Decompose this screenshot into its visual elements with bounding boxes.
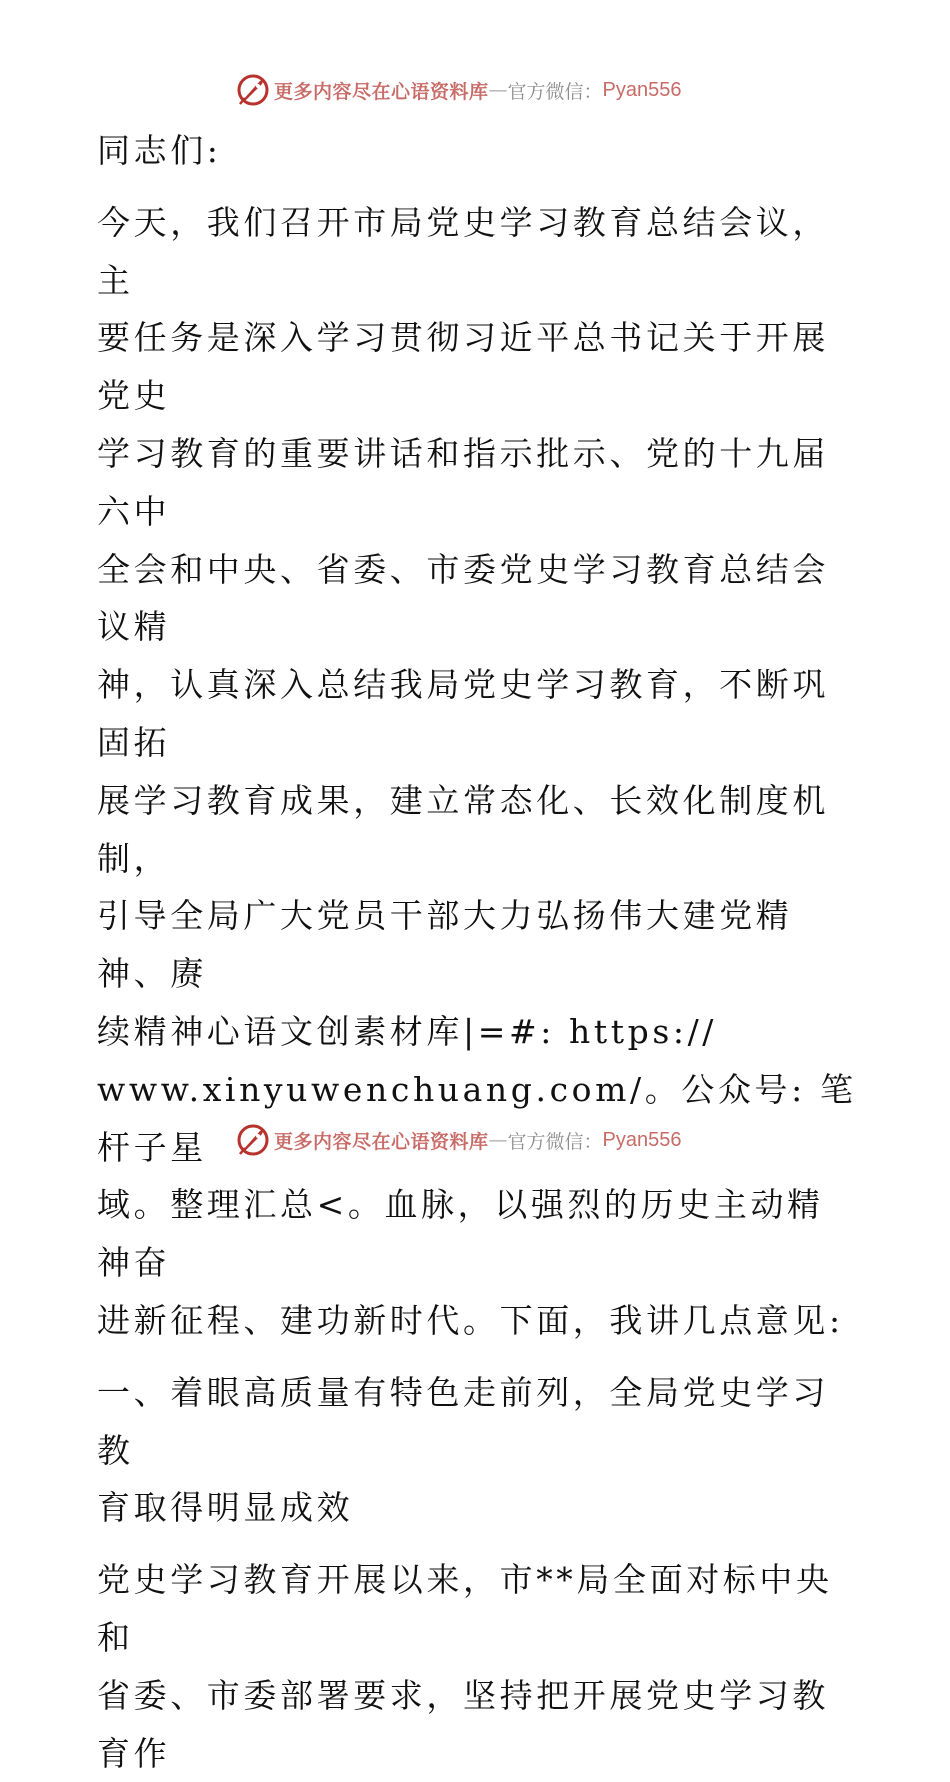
paragraph-1-line: 学习教育的重要讲话和指示批示、党的十九届六中 (97, 433, 829, 531)
paragraph-1-line: 域。整理汇总<。血脉，以强烈的历史主动精神奋 (97, 1185, 824, 1283)
heading-1-line: 育取得明显成效 (97, 1488, 354, 1528)
paragraph-1-line: 要任务是深入学习贯彻习近平总书记关于开展党史 (97, 318, 829, 416)
paragraph-2-line: 省委、市委部署要求，坚持把开展党史学习教育作 (97, 1675, 829, 1773)
paragraph-1-line: 进新征程、建功新时代。下面，我讲几点意见: (97, 1300, 844, 1340)
paragraph-1-line: 全会和中央、省委、市委党史学习教育总结会议精 (97, 549, 829, 647)
paragraph-1-line: 今天，我们召开市局党史学习教育总结会议，主 (97, 202, 829, 300)
paragraph-1-line: 续精神心语文创素材库|=#: https:// (97, 1011, 718, 1051)
footer-wechat-id: Pyan556 (602, 1128, 682, 1151)
paragraph-1-line: www.xinyuwenchuang.com/。公众号: 笔杆子星 (97, 1069, 857, 1167)
heading-1-line: 一、着眼高质量有特色走前列，全局党史学习教 (97, 1372, 829, 1470)
paragraph-2 (97, 1551, 857, 1782)
footer-banner-separator: — (488, 1129, 508, 1151)
header-banner-text: 更多内容尽在心语资料库 (274, 80, 489, 103)
section-heading-1 (97, 1364, 857, 1537)
header-wechat-label: 官方微信： (507, 80, 603, 103)
paragraph-1-line: 展学习教育成果，建立常态化、长效化制度机制， (97, 780, 829, 878)
header-banner-separator: — (488, 79, 508, 101)
footer-banner-text: 更多内容尽在心语资料库 (274, 1130, 489, 1153)
quill-logo-icon (236, 73, 270, 107)
paragraph-1-line: 引导全局广大党员干部大力弘扬伟大建党精神、赓 (97, 896, 793, 994)
paragraph-1 (97, 194, 857, 1350)
document-body (97, 122, 857, 1782)
header-wechat-id: Pyan556 (602, 78, 682, 101)
quill-logo-icon (236, 1123, 270, 1157)
header-banner (236, 70, 716, 110)
footer-banner (236, 1120, 716, 1160)
salutation: 同志们: (97, 131, 222, 170)
footer-wechat-label: 官方微信： (507, 1130, 603, 1153)
paragraph-2-line: 党史学习教育开展以来，市**局全面对标中央和 (97, 1560, 833, 1657)
paragraph-1-line: 神，认真深入总结我局党史学习教育，不断巩固拓 (97, 665, 829, 762)
